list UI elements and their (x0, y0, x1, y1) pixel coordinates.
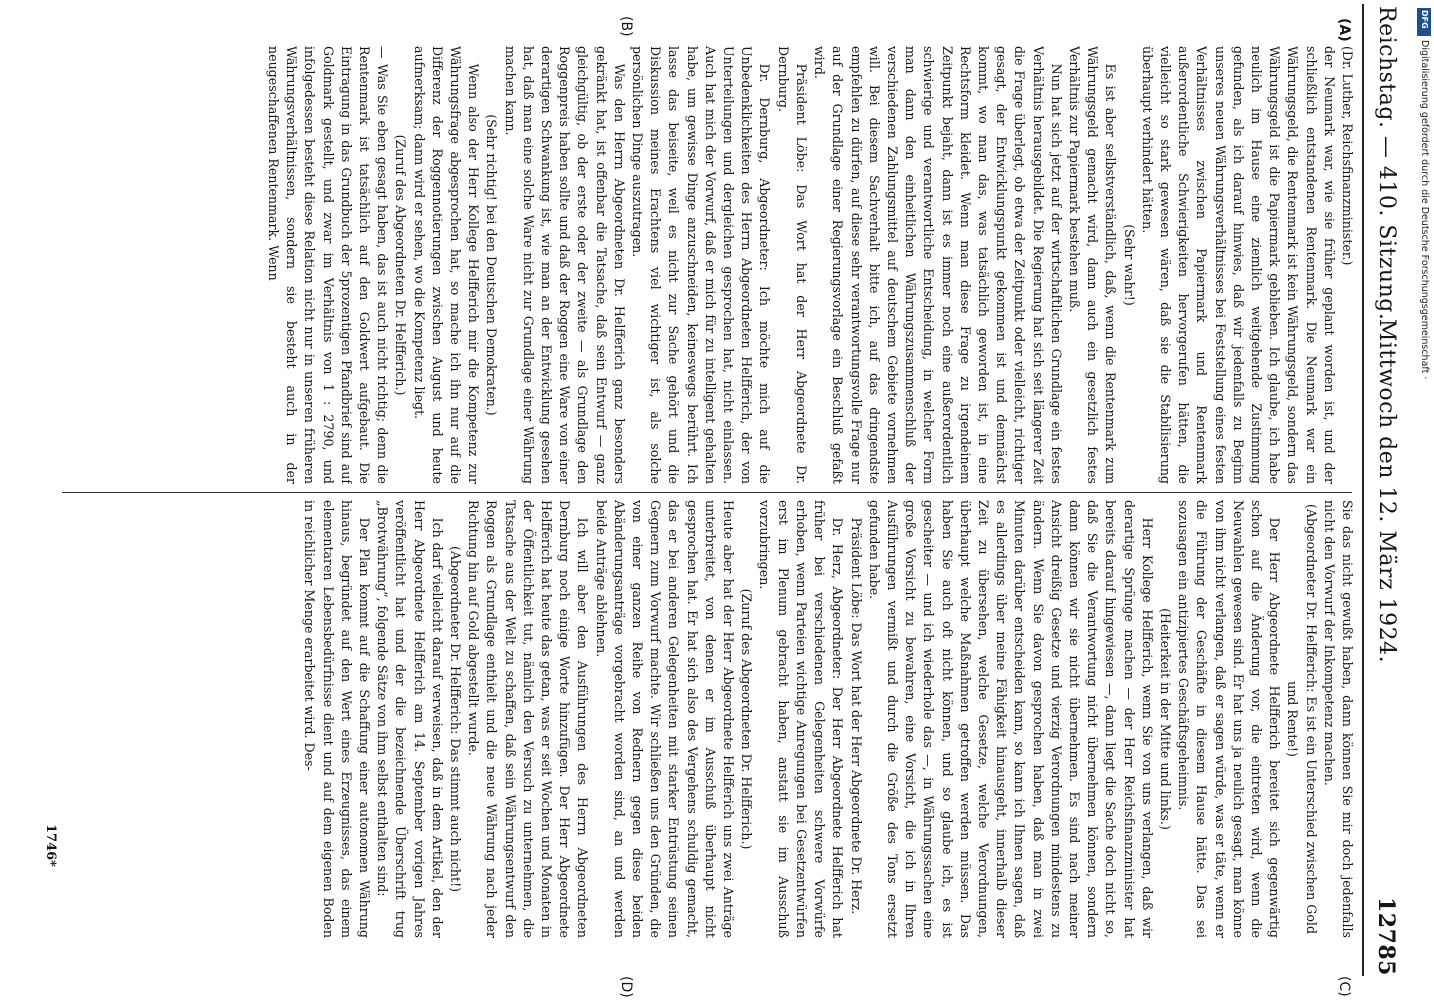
paragraph: Ich darf vielleicht darauf verweisen, daß in dem Artikel, den der Herr Abgeordnete Helfferich am 14. September vorigen Jahres veröffentlicht hat und der die bezeichnende Überschrift trug „Brotwährung“, folgende Sätze von ihm selbst enthalten sind: (375, 500, 445, 938)
margin-marker-a: (A) (1336, 18, 1352, 42)
dfg-logo-text: DFG (1420, 10, 1429, 29)
column-divider (62, 492, 1352, 493)
right-column (36, 500, 1356, 938)
paragraph: Dr. Dernburg, Abgeordneter: Ich möchte mich auf die Unbedenklichkeiten des Herrn Abgeordneten Helfferich, der von Unterteilungen und dergleichen gesprochen hat, nicht einlassen. Auch hat mich der Vorwurf, daß er mich für zu intelligent gehalten habe, um gewisse Dinge anzuschneiden, keineswegs berührt. Ich lasse das beiseite, weil es nicht zur Sache gehört und die Diskussion meines Erachtens viel wichtiger ist, als solche persönlichen Dinge auszutragen. (630, 46, 773, 484)
paragraph: Ich will aber den Ausführungen des Herrn Abgeordneten Dernburg noch einige Worte hinzufügen. Der Herr Abgeordnete Helfferich hat heute das getan, was er seit Wochen und Monaten in der Öffentlichkeit tut, nämlich den Versuch zu unternehmen, die Tatsache aus der Welt zu schaffen, daß sein Währungsentwurf den Roggen als Grundlage enthielt und die neue Währung nach jeder Richtung hin auf Gold abgestellt wurde. (466, 500, 591, 938)
paragraph: Wenn also der Herr Kollege Helfferich mir die Kompetenz zur Währungsfrage abgesprochen hat, so mache ich ihn nur auf die Differenz der Roggennotierungen zwischen August und heute aufmerksam; dann wird er sehen, wo die Kompetenz liegt. (411, 46, 482, 484)
paragraph: Der Plan kommt auf die Schaffung einer autonomen Währung hinaus, begründet auf den Wert eines Erzeugnisses, das einem elementaren Lebensbedürfnisse dient und auf dem eigenen Boden in reichlicher Menge erarbeitet wird. Des- (302, 500, 373, 938)
paragraph: Präsident Löbe: Das Wort hat der Herr Abgeordnete Dr. Herz. (848, 517, 864, 915)
margin-marker-d: (D) (618, 976, 634, 998)
paragraph: Es ist aber selbstverständlich, daß, wenn die Rentenmark zum Währungsgeld gemacht wird, dann auch ein gesetzlich festes Verhältnis zur Papiermark bestehen muß. (1066, 46, 1119, 484)
paragraph: Nun hat sich jetzt auf der wirtschaftlichen Grundlage ein festes Verhältnis herausgebildet. Die Regierung hat sich seit längerer Zeit die Frage überlegt, ob etwa der Zeitpunkt oder vielleicht, richtiger gesagt, der Entwicklungspunkt gekommen ist und demnächst kommt, wo man das, was tatsächlich geworden ist, in eine Rechtsform kleidet. Wenn man diese Frage zu irgendeinem Zeitpunkt bejaht, dann ist es immer noch eine außerordentlich schwierige und verantwortliche Entscheidung, in welcher Form man dann den einheitlichen Währungszusammenschluß der verschiedenen Zahlungsmittel auf deutschem Gebiete vornehmen will. Bei diesem Sachverhalt bitte ich, auf das dringendste empfehlen zu dürfen, auf diese sehr verantwortungsvolle Frage nur auf der Grundlage einer Regierungsvorlage ein Beschluß gefaßt wird. (812, 46, 1064, 484)
paragraph: (Abgeordneter Dr. Helfferich: Es ist ein Unterschied zwischen Gold und Rente!) (1285, 503, 1319, 935)
paragraph: Präsident Löbe: Das Wort hat der Herr Abgeordnete Dr. Dernburg. (775, 46, 809, 484)
paragraph: Heute aber hat der Herr Abgeordnete Helfferich uns zwei Anträge unterbreitet, von denen er im Ausschuß überhaupt nicht gesprochen hat. Er hat sich also des Vergehens schuldig gemacht, das er bei anderen Gelegenheiten mit starker Entrüstung seinen Gegnern zum Vorwurf machte. Wir schließen uns den Gründen, die von einer ganzen Reihe von Rednern gegen diese beiden Abänderungsanträge vorgebracht worden sind, an und werden beide Anträge ablehnen. (593, 500, 737, 938)
margin-marker-b: (B) (618, 16, 634, 37)
paragraph: (Zuruf des Abgeordneten Dr. Helfferich.) (393, 134, 409, 396)
paragraph: Dr. Herz, Abgeordneter: Der Herr Abgeordnete Helfferich hat früher bei verschiedenen Gelegenheiten schwere Vorwürfe erhoben, wenn Parteien wichtige Anregungen bei Gesetzentwürfen erst im Plenum gebracht haben, anstatt sie im Ausschuß vorzubringen. (757, 500, 846, 938)
left-column (36, 46, 1356, 484)
paragraph: der Neumark war, wie sie früher geplant worden ist, und der schließlich entstandenen Rentenmark. Die Neumark war ein Währungsgeld, die Rentenmark ist kein Währungsgeld, sondern das Währungsgeld ist die Papiermark geblieben. Ich glaube, ich habe neulich im Hause eine ziemlich weitgehende Zustimmung gefunden, als ich darauf hinwies, daß wir jedenfalls zu Beginn unseres neuen Währungsverhältnisses bei Feststellung eines festen Verhältnisses zwischen Papiermark und Rentenmark außerordentliche Schwierigkeiten hervorgerufen hätten, die vielleicht so stark gewesen wären, daß sie die Stabilisierung überhaupt verhindert hätten. (1139, 46, 1337, 484)
digitization-note-text: Digitalisierung gefördert durch die Deutsche Forschungsgemeinschaft · (1419, 40, 1430, 380)
page-header (1366, 6, 1406, 976)
paragraph: — Was Sie eben gesagt haben, das ist auch nicht richtig; denn die Rentenmark ist tatsächlich auf den Goldwert aufgebaut. Die Eintragung in das Grundbuch der 5prozentigen Pfandbrief sind auf Goldmark gestellt, und zwar im Verhältnis von 1 : 2790, und infolgedessen besteht diese Relation nicht nur in unseren früheren Währungsverhältnissen, sondern sie besteht auch in der neugeschaffenen Rentenmark. Wenn (266, 46, 391, 484)
header-page-number: 12785 (1373, 896, 1399, 976)
paragraph: (Sehr wahr!) (1121, 224, 1137, 306)
paragraph: (Heiterkeit in der Mitte und links.) (1157, 608, 1173, 830)
paragraph: Der Herr Abgeordnete Helfferich bereitet sich gegenwärtig schon auf die Änderung vor, die eintreten wird, wenn die Neuwahlen gewesen sind. Er hat uns ja neulich gesagt, man könne von ihm nicht verlangen, daß er sagen würde, was er täte, wenn er die Führung der Geschäfte in diesem Hause hätte. Das sei sozusagen ein antizipiertes Geschäftsgeheimnis. (1176, 500, 1283, 938)
paragraph: (Zuruf des Abgeordneten Dr. Helfferich.) (739, 588, 755, 850)
paragraph: Was den Herrn Abgeordneten Dr. Helfferich ganz besonders gekränkt hat, ist offenbar die Tatsache, daß sein Entwurf — ganz gleichgültig, ob der erste oder der zweite — als Grundlage den Roggenpreis haben sollte und daß der Roggen eine Ware von einer derartigen Schwankung ist, wie man an der Entwicklung gesehen hat, daß man eine solche Ware nicht zur Grundlage einer Währung machen kann. (502, 46, 627, 484)
digitization-note (1414, 10, 1434, 990)
paragraph: Herr Kollege Helfferich, wenn Sie von uns verlangen, daß wir derartige Sprünge machen — der Herr Reichsfinanzminister hat bereits darauf hingewiesen —, dann liegt die Sache doch nicht so, daß Sie die Verantwortung nicht übernehmen können, sondern dann können wir sie nicht übernehmen. Es sind nach meiner Ansicht dreißig Gesetze und vierzig Verordnungen mindestens zu ändern. Wenn Sie davon gesprochen haben, daß man in zwei Minuten darüber entscheiden kann, so kann ich Ihnen sagen, daß es allerdings über meine Fähigkeit hinausgeht, innerhalb dieser Zeit zu übersehen, welche Gesetze, welche Verordnungen, überhaupt welche Maßnahmen getroffen werden müssen. Das haben Sie auch oft nicht können, und so glaube ich, es ist gescheiter — und ich wiederhole das —, in Währungssachen eine große Vorsicht zu bewahren, eine Vorsicht, die ich in Ihren Ausführungen vermißt und durch die Größe des Tons ersetzt gefunden habe. (866, 500, 1155, 938)
header-rule (1362, 4, 1364, 976)
header-session: Reichstag. — 410. Sitzung. (1374, 6, 1399, 321)
paragraph: (Dr. Luther, Reichsfinanzminister.) (1340, 46, 1355, 266)
margin-marker-c: (C) (1336, 976, 1352, 997)
header-date: Mittwoch den 12. März 1924. (1374, 318, 1399, 664)
paragraph: Sie das nicht gewußt haben, dann können Sie mir doch jedenfalls nicht den Vorwurf der Inkompetenz machen. (1321, 500, 1355, 938)
paragraph: (Sehr richtig! bei den Deutschen Demokraten.) (484, 114, 500, 416)
footer-page-number: 1746* (43, 824, 58, 867)
paragraph: (Abgeordneter Dr. Helfferich: Das stimmt auch nicht!) (448, 545, 464, 893)
